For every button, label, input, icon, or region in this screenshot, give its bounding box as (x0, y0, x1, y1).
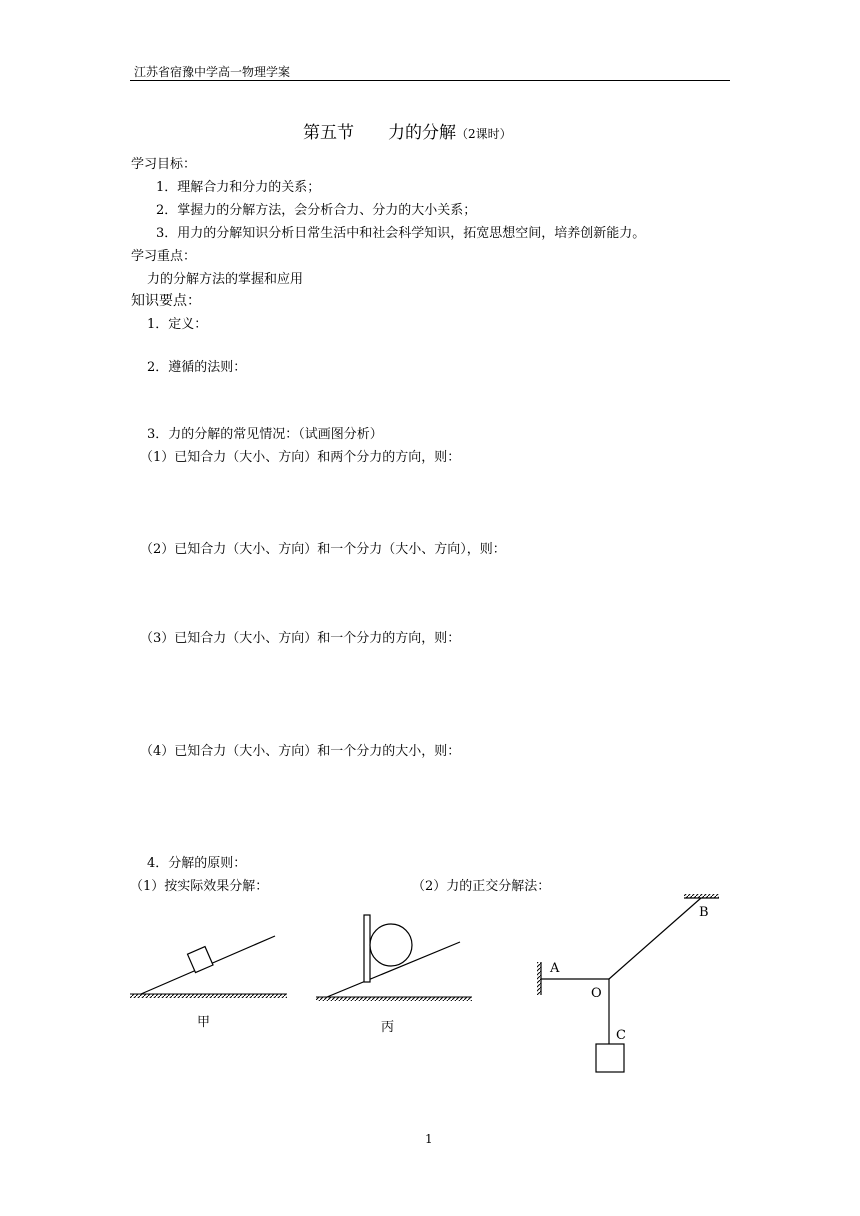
point-c-label: C (616, 1028, 626, 1043)
wall-a-hatch (537, 962, 541, 995)
objectives-heading: 学习目标： (131, 157, 197, 172)
knowledge-principle-heading: 4．分解的原则： (147, 856, 247, 871)
page-number: 1 (425, 1132, 433, 1146)
point-o-label: O (591, 986, 602, 1001)
point-a-label: A (550, 961, 560, 976)
figure-jia-label: 甲 (197, 1015, 211, 1030)
knowledge-definition: 1．定义： (147, 317, 208, 332)
objective-item-1: 1．理解合力和分力的关系； (156, 180, 321, 195)
objective-item-3: 3．用力的分解知识分析日常生活中和社会科学知识，拓宽思想空间，培养创新能力。 (156, 226, 646, 241)
knowledge-principle-2: （2）力的正交分解法： (412, 879, 551, 894)
header-school-name: 江苏省宿豫中学高一物理学案 (134, 65, 291, 79)
figure-jia-incline-block (130, 936, 287, 998)
hanging-weight-block (596, 1044, 624, 1072)
ceiling-b-hatch (684, 894, 719, 898)
focus-text: 力的分解方法的掌握和应用 (147, 272, 304, 287)
focus-heading: 学习重点： (131, 249, 197, 264)
knowledge-case-3: （3）已知合力（大小、方向）和一个分力的方向，则： (140, 631, 461, 646)
title-main: 第五节 力的分解 (303, 123, 456, 143)
knowledge-cases-heading: 3．力的分解的常见情况：（试画图分析） (147, 427, 383, 442)
knowledge-case-2: （2）已知合力（大小、方向）和一个分力（大小、方向），则： (140, 542, 506, 557)
figure-hanging-weight (537, 894, 719, 1072)
figure-bing-incline-ball (316, 915, 472, 1001)
knowledge-principle-1: （1）按实际效果分解： (130, 879, 269, 894)
knowledge-rule: 2．遵循的法则： (147, 360, 247, 375)
title-sub: （2课时） (456, 127, 512, 141)
knowledge-case-4: （4）已知合力（大小、方向）和一个分力的大小，则： (140, 744, 461, 759)
bing-ground-hatch (316, 997, 472, 1001)
figure-bing-label: 丙 (381, 1020, 395, 1035)
objective-item-2: 2．掌握力的分解方法，会分析合力、分力的大小关系； (156, 203, 477, 218)
bing-wall-board (364, 915, 370, 982)
jia-ground-hatch (130, 994, 287, 998)
bing-ball (370, 924, 412, 966)
knowledge-heading: 知识要点： (131, 293, 201, 309)
point-b-label: B (699, 905, 709, 920)
rope-ob (609, 898, 701, 979)
knowledge-case-1: （1）已知合力（大小、方向）和两个分力的方向，则： (140, 450, 461, 465)
jia-block (188, 947, 214, 973)
